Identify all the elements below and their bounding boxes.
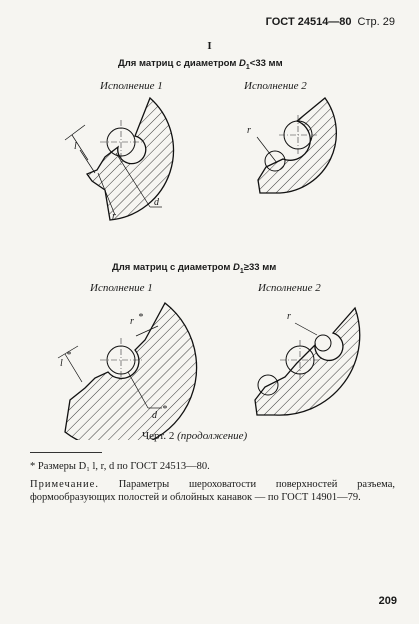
label-r-star: * <box>138 312 143 323</box>
block2-variant2: Исполнение 2 <box>258 282 321 294</box>
cavity-circle-small <box>315 335 331 351</box>
figure-2 <box>235 95 375 210</box>
figure-1 <box>50 95 210 235</box>
label-d-star: * <box>162 404 167 415</box>
die-section <box>87 98 173 220</box>
label-r: r <box>112 211 116 222</box>
standard-code: ГОСТ 24514—80 <box>265 16 352 28</box>
label-d: d <box>152 410 157 421</box>
label-l: l <box>60 358 63 369</box>
block1-variant1: Исполнение 1 <box>100 80 163 92</box>
footnote-divider <box>30 452 102 453</box>
figure-4 <box>235 305 375 425</box>
footnote: * Размеры D₁ l, r, d по ГОСТ 24513—80. <box>30 461 210 472</box>
block2-variant1: Исполнение 1 <box>90 282 153 294</box>
label-l-star: * <box>66 350 71 361</box>
die-section <box>255 308 360 415</box>
label-r: r <box>130 316 134 327</box>
page-header <box>266 16 395 28</box>
note-paragraph: Примечание. Параметры шероховатости поверхностей разъема, формообразующих полостей и облойных канавок — по ГОСТ 14901—79. <box>30 479 395 503</box>
page-number: 209 <box>378 595 397 607</box>
block2-caption: Для матриц с диаметром $D_1\ge 33$ мм <box>112 262 277 275</box>
label-r: r <box>287 311 291 322</box>
block1-caption: Для матриц с диаметром $D_1<33$ мм <box>118 58 283 71</box>
section-number: I <box>207 40 212 52</box>
figure-3 <box>50 300 220 440</box>
label-d: d <box>154 197 159 208</box>
die-section <box>258 98 336 193</box>
label-r: r <box>247 125 251 136</box>
page-label: Стр. 29 <box>357 16 395 28</box>
label-l: l <box>74 141 77 152</box>
figure-caption: Черт. 2 (продолжение) <box>142 430 248 442</box>
block1-variant2: Исполнение 2 <box>244 80 307 92</box>
